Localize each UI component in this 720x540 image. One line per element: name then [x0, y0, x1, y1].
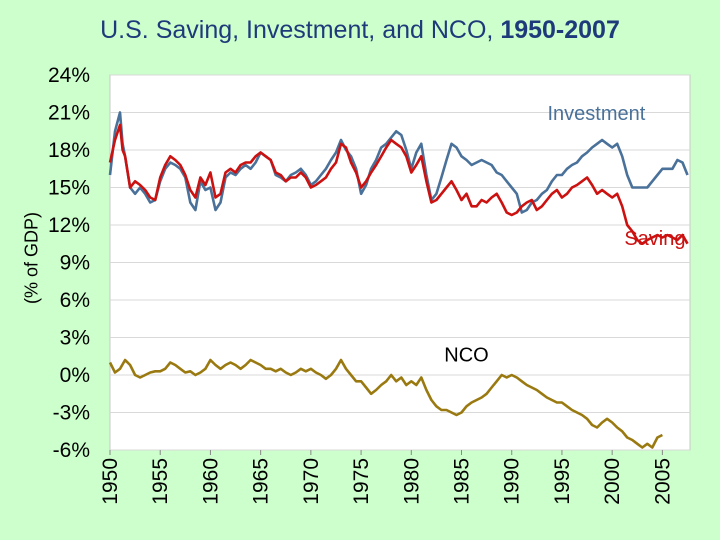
- y-tick-label: 6%: [59, 289, 90, 312]
- chart-title-years: 1950-2007: [500, 16, 620, 44]
- y-tick-label: -6%: [52, 439, 90, 462]
- series-label-investment: Investment: [547, 103, 646, 125]
- y-tick-label: 21%: [47, 101, 90, 125]
- x-axis-ticks: [99, 450, 674, 505]
- x-tick-label: 2005: [651, 458, 675, 505]
- x-tick-label: 1985: [450, 458, 474, 505]
- y-tick-label: 0%: [59, 364, 90, 387]
- y-axis-label: (% of GDP): [21, 211, 42, 305]
- chart-title-main: U.S. Saving, Investment, and NCO,: [100, 16, 494, 44]
- y-tick-label: 15%: [47, 176, 90, 200]
- x-tick-label: 1965: [249, 458, 273, 505]
- x-tick-label: 1950: [99, 458, 122, 505]
- x-tick-label: 1970: [299, 458, 323, 505]
- x-tick-label: 2000: [601, 458, 625, 505]
- x-tick-label: 1990: [500, 458, 524, 505]
- x-tick-label: 1955: [149, 458, 173, 505]
- series-label-nco: NCO: [444, 344, 489, 367]
- series-label-saving: Saving: [624, 228, 686, 250]
- y-tick-label: 18%: [47, 139, 90, 162]
- y-tick-label: 12%: [47, 214, 90, 237]
- y-tick-label: 9%: [59, 251, 90, 275]
- y-tick-label: -3%: [52, 401, 90, 425]
- x-tick-label: 1975: [350, 458, 374, 505]
- y-tick-label: 3%: [59, 326, 90, 350]
- x-tick-label: 1995: [550, 458, 574, 505]
- y-axis-ticks: [48, 64, 90, 462]
- x-tick-label: 1960: [199, 458, 223, 505]
- x-tick-label: 1980: [400, 458, 424, 505]
- y-tick-label: 24%: [47, 64, 90, 87]
